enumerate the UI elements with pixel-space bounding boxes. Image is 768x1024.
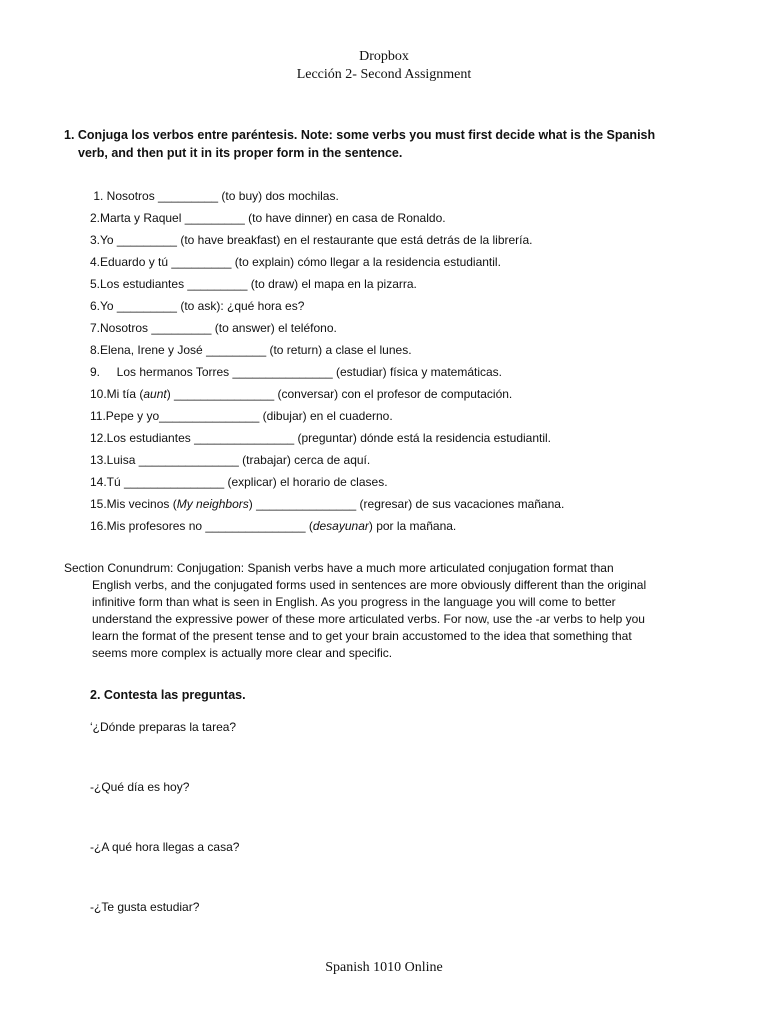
question-3: -¿A qué hora llegas a casa? <box>90 840 240 854</box>
exercise-item-4: 4.Eduardo y tú _________ (to explain) cómo llegar a la residencia estudiantil. <box>90 255 501 269</box>
section2-title: 2. Contesta las preguntas. <box>90 688 246 702</box>
instruction-line-2: verb, and then put it in its proper form in the sentence. <box>78 146 403 160</box>
section-conundrum <box>64 560 684 662</box>
exercise-list <box>90 186 710 538</box>
instruction-line-1: 1. Conjuga los verbos entre paréntesis. Note: some verbs you must first decide what is the Spanish <box>64 128 656 142</box>
exercise-item-15: 15.Mis vecinos (My neighbors) _______________ (regresar) de sus vacaciones mañana. <box>90 497 565 511</box>
italic-term: My neighbors <box>176 497 249 511</box>
exercise-item-16: 16.Mis profesores no _______________ (desayunar) por la mañana. <box>90 519 457 533</box>
exercise-item-8: 8.Elena, Irene y José _________ (to return) a clase el lunes. <box>90 343 412 357</box>
exercise-item-2: 2.Marta y Raquel _________ (to have dinner) en casa de Ronaldo. <box>90 211 446 225</box>
exercise-item-10: 10.Mi tía (aunt) _______________ (conversar) con el profesor de computación. <box>90 387 513 401</box>
question-4: -¿Te gusta estudiar? <box>90 900 200 914</box>
document-title: Dropbox <box>359 49 409 64</box>
exercise-item-12: 12.Los estudiantes _______________ (preguntar) dónde está la residencia estudiantil. <box>90 431 552 445</box>
document-subtitle: Lección 2- Second Assignment <box>296 67 472 82</box>
italic-term: aunt <box>143 387 167 401</box>
exercise-item-1: 1. Nosotros _________ (to buy) dos mochilas. <box>90 189 339 203</box>
document-footer: Spanish 1010 Online <box>325 960 443 975</box>
conundrum-line-2: English verbs, and the conjugated forms used in sentences are more obviously different than the original <box>92 578 647 592</box>
italic-term: desayunar <box>312 519 369 533</box>
exercise-item-9: 9. Los hermanos Torres _______________ (estudiar) física y matemáticas. <box>90 365 503 379</box>
question-2: -¿Qué día es hoy? <box>90 780 190 794</box>
exercise-item-11: 11.Pepe y yo_______________ (dibujar) en el cuaderno. <box>90 409 393 423</box>
exercise-item-6: 6.Yo _________ (to ask): ¿qué hora es? <box>90 299 305 313</box>
exercise-item-3: 3.Yo _________ (to have breakfast) en el restaurante que está detrás de la librería. <box>90 233 533 247</box>
conundrum-line-5: learn the format of the present tense and to get your brain accustomed to the idea that something that <box>92 629 632 643</box>
section1-instruction <box>64 126 704 162</box>
conundrum-line-1: Section Conundrum: Conjugation: Spanish verbs have a much more articulated conjugation format than <box>64 561 614 575</box>
exercise-item-13: 13.Luisa _______________ (trabajar) cerca de aquí. <box>90 453 371 467</box>
exercise-item-5: 5.Los estudiantes _________ (to draw) el mapa en la pizarra. <box>90 277 417 291</box>
conundrum-line-3: infinitive form than what is seen in English. As you progress in the language you will come to better <box>92 595 616 609</box>
exercise-item-14: 14.Tú _______________ (explicar) el horario de clases. <box>90 475 388 489</box>
exercise-item-7: 7.Nosotros _________ (to answer) el teléfono. <box>90 321 337 335</box>
conundrum-line-6: seems more complex is actually more clear and specific. <box>92 646 393 660</box>
document-header <box>0 48 768 84</box>
conundrum-line-4: understand the expressive power of these more articulated verbs. For now, use the -ar verbs to help you <box>92 612 645 626</box>
question-1: ‘¿Dónde preparas la tarea? <box>90 720 237 734</box>
